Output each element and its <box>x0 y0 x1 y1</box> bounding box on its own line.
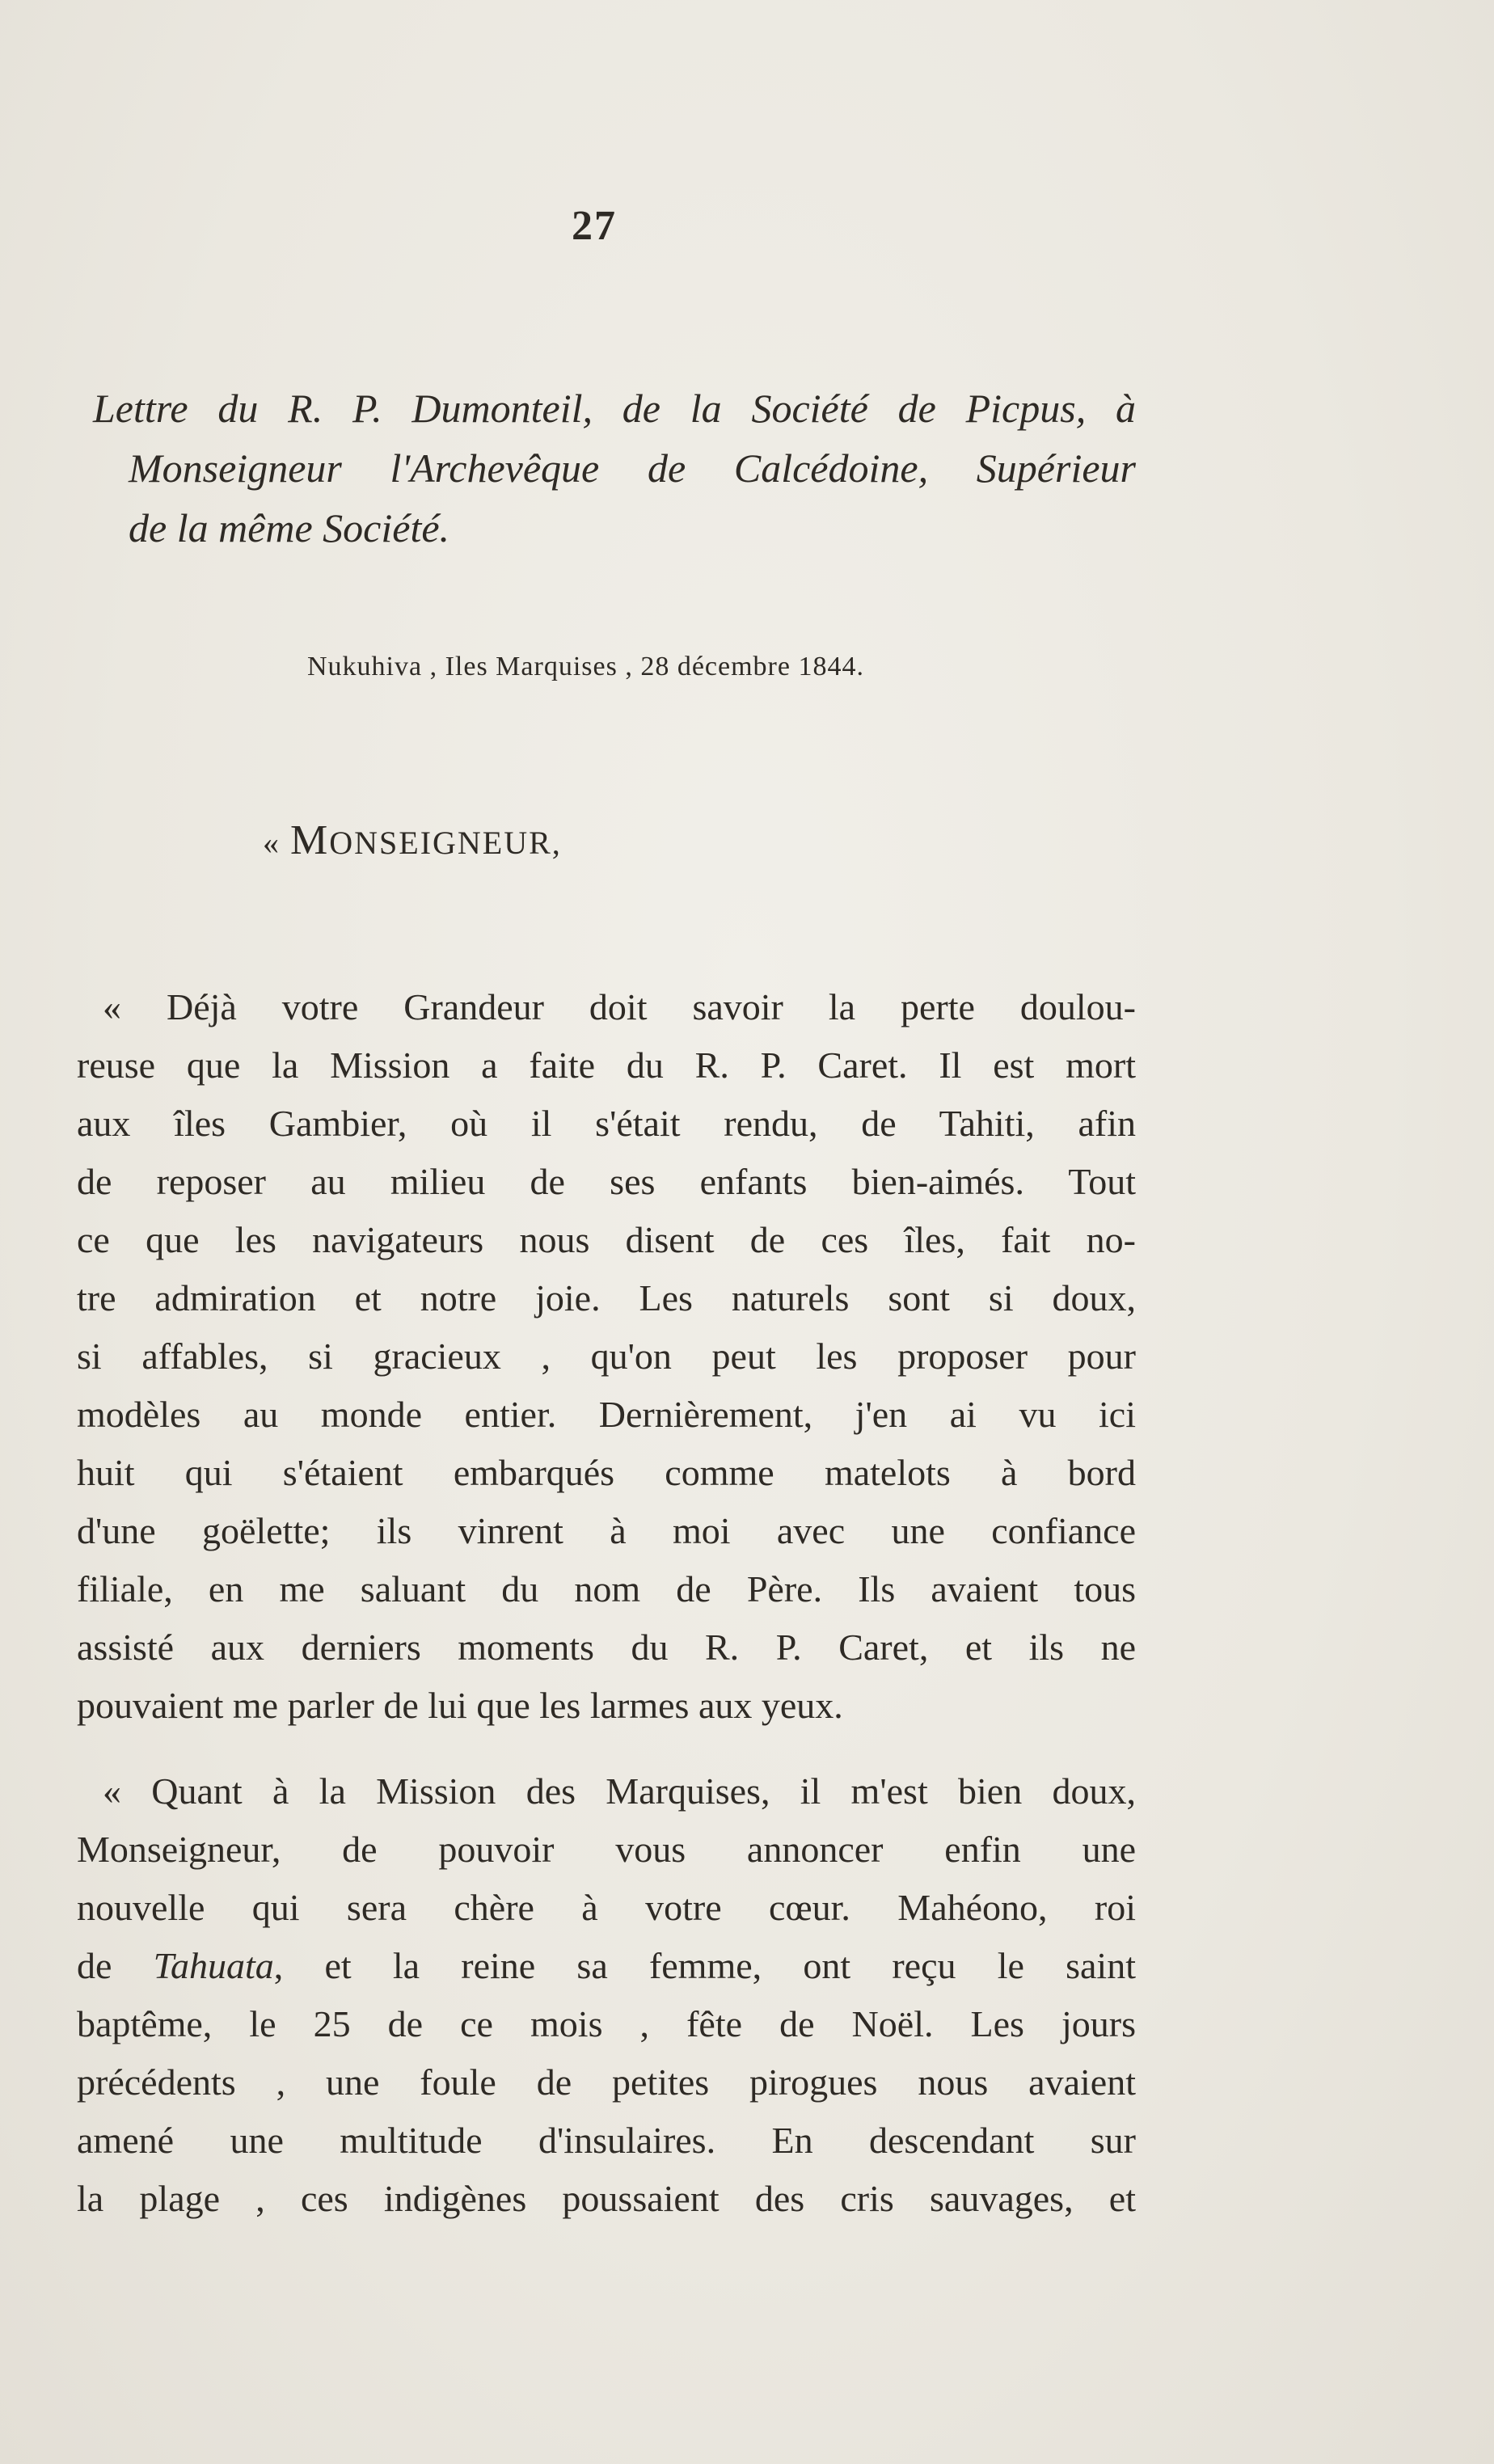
text-line: amené une multitude d'insulaires. En descendant sur <box>77 2120 1136 2161</box>
text-line: assisté aux derniers moments du R. P. Caret, et ils ne <box>77 1626 1136 1668</box>
text-line: la plage , ces indigènes poussaient des cris sauvages, et <box>77 2178 1136 2219</box>
text-line: précédents , une foule de petites pirogues nous avaient <box>77 2061 1136 2103</box>
salutation-rest: ONSEIGNEUR, <box>329 825 562 861</box>
text-line: Monseigneur, de pouvoir vous annoncer enfin une <box>77 1829 1136 1870</box>
heading-line: de la même Société. <box>129 505 450 551</box>
text-line: huit qui s'étaient embarqués comme matelots à bord <box>77 1452 1136 1493</box>
text-line: « Quant à la Mission des Marquises, il m'est bien doux, <box>103 1770 1136 1812</box>
salutation-initial: M <box>290 817 330 863</box>
text-line: de reposer au milieu de ses enfants bien-aimés. Tout <box>77 1161 1136 1202</box>
text-line: modèles au monde entier. Dernièrement, j'en ai vu ici <box>77 1394 1136 1435</box>
text-line: nouvelle qui sera chère à votre cœur. Mahéono, roi <box>77 1887 1136 1928</box>
text-line: ce que les navigateurs nous disent de ces îles, fait no- <box>77 1219 1136 1260</box>
text-line: pouvaient me parler de lui que les larmes aux yeux. <box>77 1685 843 1726</box>
paragraph-1 <box>77 978 1136 1735</box>
text-line: si affables, si gracieux , qu'on peut les proposer pour <box>77 1335 1136 1377</box>
text-line: baptême, le 25 de ce mois , fête de Noël. Les jours <box>77 2003 1136 2044</box>
salutation-quote: « <box>263 825 281 861</box>
letter-heading <box>93 378 1136 558</box>
text-line: d'une goëlette; ils vinrent à moi avec une confiance <box>77 1510 1136 1551</box>
heading-line: Lettre du R. P. Dumonteil, de la Société de Picpus, à <box>93 386 1136 431</box>
place-name-tahuata: Tahuata <box>153 1945 274 1986</box>
page-number: 27 <box>572 203 617 249</box>
text-run: de <box>77 1945 154 1986</box>
text-line: filiale, en me saluant du nom de Père. Ils avaient tous <box>77 1568 1136 1610</box>
text-line <box>77 1937 1136 1995</box>
heading-line: Monseigneur l'Archevêque de Calcédoine, Supérieur <box>129 445 1136 491</box>
paragraph-2 <box>77 1762 1136 2228</box>
text-line: tre admiration et notre joie. Les naturels sont si doux, <box>77 1277 1136 1318</box>
text-line: aux îles Gambier, où il s'était rendu, de Tahiti, afin <box>77 1103 1136 1144</box>
salutation <box>263 816 562 864</box>
text-line: reuse que la Mission a faite du R. P. Caret. Il est mort <box>77 1044 1136 1086</box>
dateline: Nukuhiva , Iles Marquises , 28 décembre 1844. <box>307 652 864 681</box>
text-line: « Déjà votre Grandeur doit savoir la perte doulou- <box>103 986 1136 1027</box>
text-run: , et la reine sa femme, ont reçu le saint <box>273 1945 1136 1986</box>
